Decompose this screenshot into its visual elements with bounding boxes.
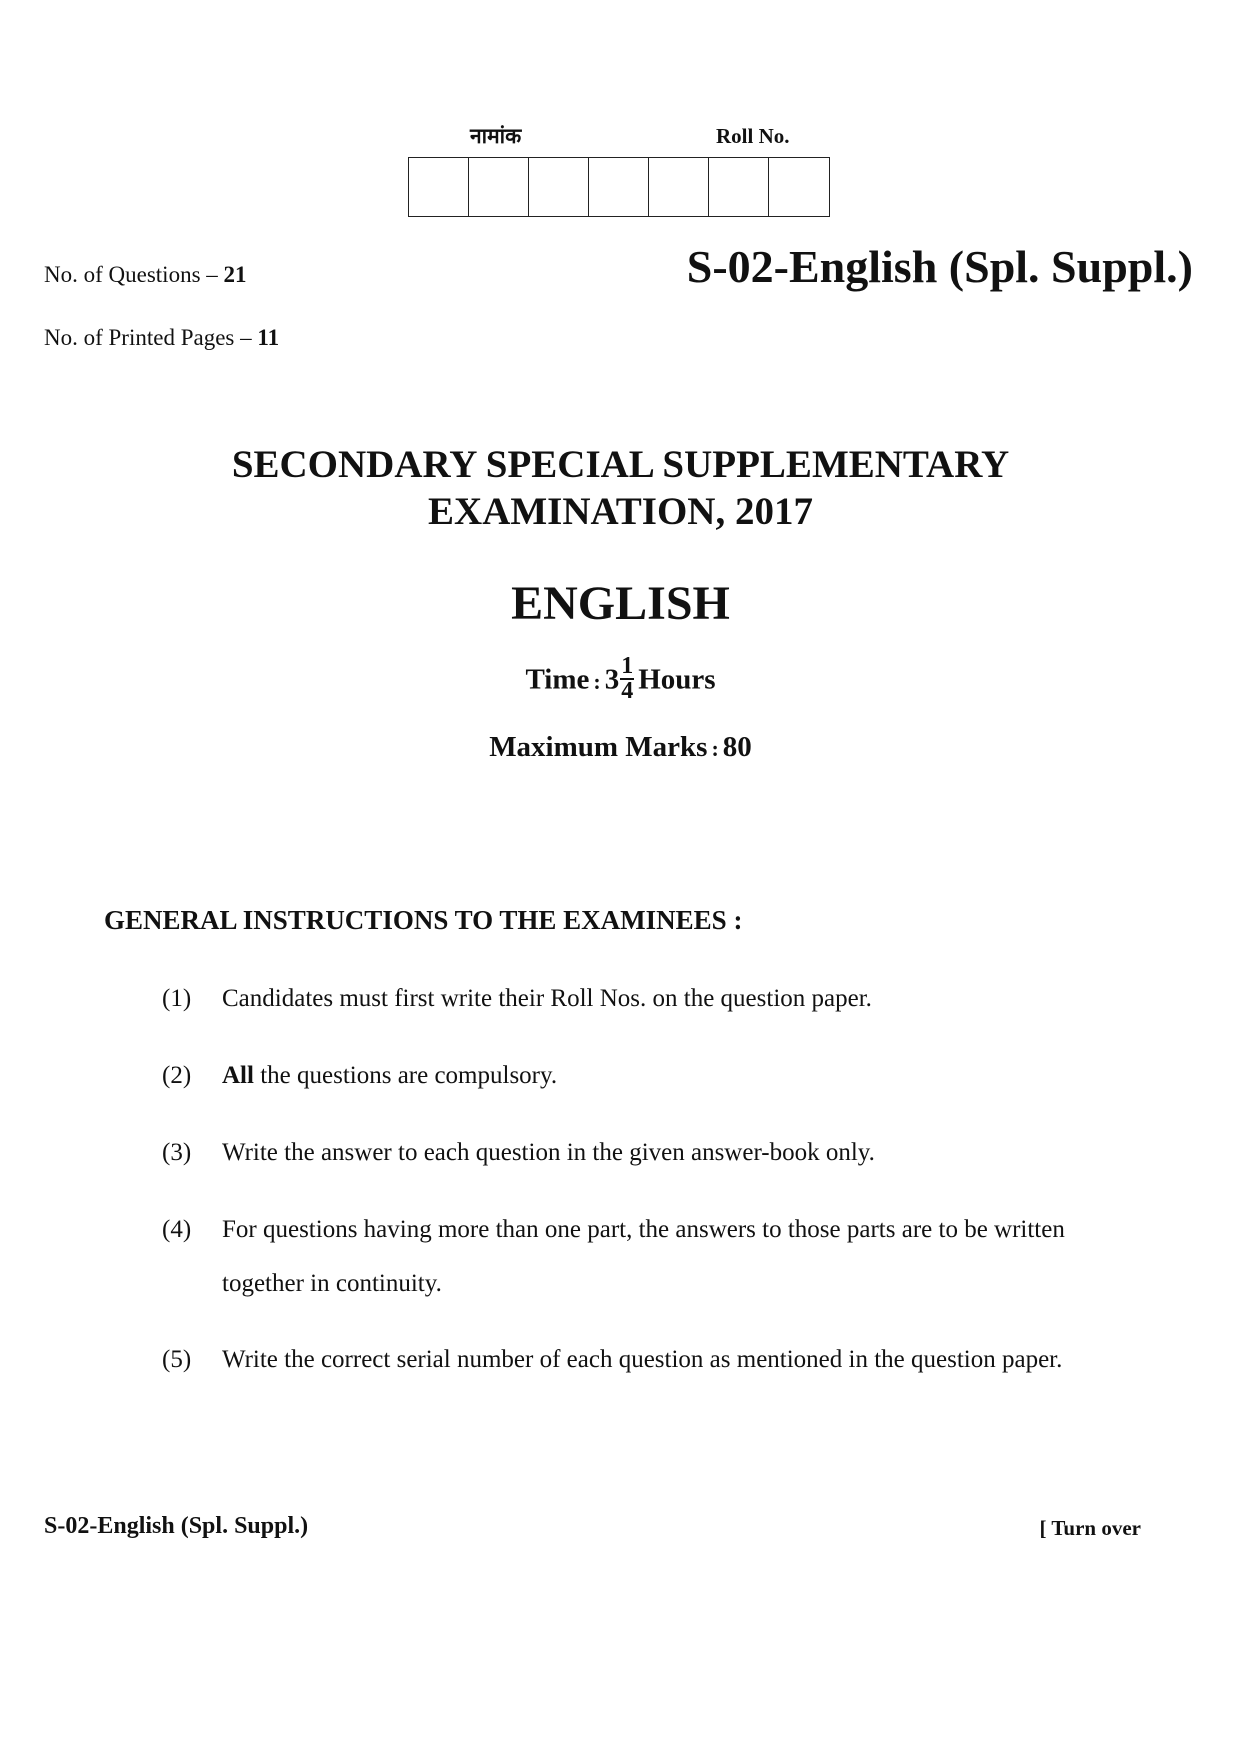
time-fraction [620,655,634,703]
instruction-text: Write the answer to each question in the given answer-book only. [222,1139,875,1166]
roll-digit-box[interactable] [709,158,769,216]
time-unit: Hours [638,663,716,696]
exam-title [0,441,1241,535]
roll-digit-box[interactable] [409,158,469,216]
questions-label: No. of Questions – [44,262,218,287]
roll-label: Roll No. [716,124,790,148]
pages-value: 11 [257,325,280,350]
exam-title-line2: EXAMINATION, 2017 [428,490,813,533]
instruction-emphasis: All [222,1062,254,1089]
footer-paper-code: S-02-English (Spl. Suppl.) [44,1513,309,1539]
instruction-item [162,1049,1092,1103]
questions-count [44,262,247,288]
maximum-marks [0,731,1241,764]
instructions-heading: GENERAL INSTRUCTIONS TO THE EXAMINEES : [104,905,743,935]
instruction-number: (1) [162,985,192,1012]
instruction-rest: the questions are compulsory. [253,1062,558,1089]
marks-separator: : [711,736,719,761]
instruction-item [162,1126,1092,1180]
time-denominator: 4 [621,678,634,704]
marks-value: 80 [722,731,752,763]
turn-over-note: [ Turn over [1039,1516,1141,1540]
paper-code: S-02-English (Spl. Suppl.) [686,241,1193,292]
pages-label: No. of Printed Pages – [44,325,252,350]
instruction-text: Write the correct serial number of each question as mentioned in the question paper. [222,1346,1063,1373]
instruction-number: (2) [162,1062,192,1089]
instruction-item [162,972,1092,1026]
instruction-text [222,1049,1092,1103]
roll-digit-box[interactable] [649,158,709,216]
roll-digit-box[interactable] [469,158,529,216]
time-separator: : [593,668,601,694]
roll-digit-box[interactable] [529,158,589,216]
instruction-item [162,1203,1092,1311]
subject-title: ENGLISH [511,577,730,630]
time-label: Time [525,663,590,696]
roll-digit-box[interactable] [589,158,649,216]
instruction-number: (3) [162,1139,192,1166]
instruction-item [162,1333,1092,1387]
instruction-text: Candidates must first write their Roll Nos. on the question paper. [222,985,872,1012]
questions-value: 21 [223,262,247,287]
instruction-text: For questions having more than one part, the answers to those parts are to be written together in continuity. [222,1216,1065,1297]
instruction-number: (5) [162,1346,192,1373]
roll-label-hindi: नामांक [470,124,522,148]
roll-digit-box[interactable] [769,158,829,216]
time-whole: 3 [604,663,620,696]
marks-label: Maximum Marks [489,731,708,763]
roll-number-boxes[interactable] [408,157,830,217]
time-allowed [0,653,1241,706]
printed-pages-count [44,325,279,351]
time-numerator: 1 [621,653,634,679]
instruction-number: (4) [162,1216,192,1243]
exam-title-line1: SECONDARY SPECIAL SUPPLEMENTARY [231,443,1010,486]
